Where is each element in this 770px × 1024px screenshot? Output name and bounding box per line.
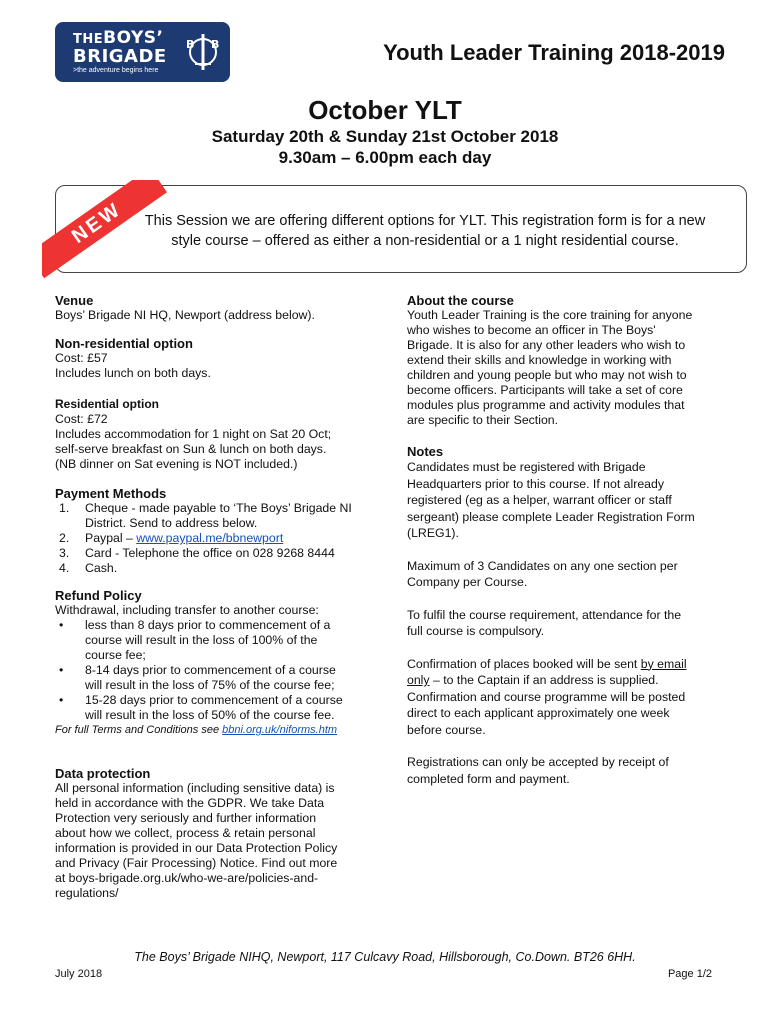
- svg-text:B: B: [211, 38, 220, 51]
- dp-heading: Data protection: [55, 766, 151, 781]
- new-badge: NEW: [42, 180, 167, 278]
- list-item: • less than 8 days prior to commencement of a course will result in the loss of 100% of the course fee;: [59, 618, 331, 662]
- notes-para-5: Registrations can only be accepted by receipt of completed form and payment.: [407, 755, 669, 786]
- logo-boys: BOYS’: [103, 28, 164, 48]
- venue-text: Boys’ Brigade NI HQ, Newport (address below).: [55, 308, 315, 322]
- nonres-text: Includes lunch on both days.: [55, 366, 211, 380]
- notes-para-1: Candidates must be registered with Brigade Headquarters prior to this course. If not already registered (eg as a helper, warrant officer or staff sergeant) please complete Leader Registration Form (LREG1).: [407, 460, 695, 540]
- bullet-icon: •: [59, 663, 64, 677]
- event-time: 9.30am – 6.00pm each day: [278, 148, 492, 167]
- payment-list: [55, 501, 375, 576]
- list-item: 1. Cheque - made payable to ‘The Boys’ Brigade NI District. Send to address below.: [59, 501, 352, 530]
- refund-intro: Withdrawal, including transfer to another course:: [55, 603, 319, 617]
- refund-heading: Refund Policy: [55, 588, 142, 603]
- refund-list: [55, 618, 375, 723]
- bullet-icon: •: [59, 618, 64, 632]
- svg-text:B: B: [186, 38, 195, 51]
- right-column: [407, 293, 727, 787]
- by-email-underline: by email: [640, 656, 687, 671]
- notes-para-3: To fulfil the course requirement, attendance for the full course is compulsory.: [407, 607, 682, 638]
- about-text: Youth Leader Training is the core training for anyone who wishes to become an officer in The Boys' Brigade. It is also for any other leaders who wish to extend their skills and knowledge in working with children and young people but who may not wish to become officers. Participants will take a set of core modules plus programme and activity modules that are specific to their Section.: [407, 308, 693, 427]
- footer-address: The Boys’ Brigade NIHQ, Newport, 117 Culcavy Road, Hillsborough, Co.Down. BT26 6HH.: [134, 950, 636, 964]
- list-item: • 8-14 days prior to commencement of a course will result in the loss of 75% of the course fee;: [59, 663, 336, 692]
- list-item: 3. Card - Telephone the office on 028 9268 8444: [59, 546, 335, 560]
- nonres-heading: Non-residential option: [55, 336, 193, 351]
- notes-para-2: Maximum of 3 Candidates on any one section per Company per Course.: [407, 558, 678, 589]
- left-column: [55, 293, 375, 901]
- payment-heading: Payment Methods: [55, 486, 167, 501]
- res-cost: Cost: £72: [55, 412, 108, 426]
- bb-crest-icon: [181, 30, 225, 74]
- bullet-icon: •: [59, 693, 64, 707]
- boys-brigade-logo: [55, 22, 230, 82]
- header-title: Youth Leader Training 2018-2019: [383, 40, 725, 65]
- event-dates: Saturday 20th & Sunday 21st October 2018: [211, 127, 559, 146]
- res-text-2: self-serve breakfast on Sun & lunch on both days.: [55, 442, 327, 456]
- list-item: • 15-28 days prior to commencement of a course will result in the loss of 50% of the course fee.: [59, 693, 343, 722]
- about-heading: About the course: [407, 293, 514, 308]
- only-underline: only: [407, 673, 430, 687]
- logo-the: THE: [73, 32, 104, 47]
- logo-brigade: BRIGADE: [73, 46, 167, 67]
- list-item: 4. Cash.: [59, 561, 118, 575]
- event-title: October YLT: [308, 95, 462, 125]
- list-item: 2. Paypal – www.paypal.me/bbnewport: [59, 531, 284, 545]
- res-heading: Residential option: [55, 397, 160, 411]
- terms-link[interactable]: bbni.org.uk/niforms.htm: [222, 724, 338, 736]
- terms-line: For full Terms and Conditions see bbni.org.uk/niforms.htm: [55, 724, 338, 736]
- res-text-1: Includes accommodation for 1 night on Sat 20 Oct;: [55, 427, 332, 441]
- paypal-link[interactable]: www.paypal.me/bbnewport: [136, 531, 284, 545]
- notice-text: This Session we are offering different options for YLT. This registration form is for a new style course – offered as either a non-residential or a 1 night residential course.: [144, 213, 706, 249]
- footer-date: July 2018: [55, 968, 103, 980]
- venue-heading: Venue: [55, 293, 94, 308]
- nonres-cost: Cost: £57: [55, 351, 108, 365]
- dp-text: All personal information (including sensitive data) is held in accordance with the GDPR. We take Data Protection very seriously and further information about how we collect, process & retain personal information is provided in our Data Protection Policy and Privacy (Fair Processing) Notice. Find out more at boys-brigade.org.uk/who-we-are/policies-and- regulations/: [55, 781, 338, 900]
- notes-para-4: Confirmation of places booked will be sent by email only – to the Captain if an address is supplied. Confirmation and course programme will be posted direct to each applicant approximately one week before course.: [407, 656, 687, 737]
- logo-tagline: >the adventure begins here: [73, 67, 159, 74]
- notes-heading: Notes: [407, 444, 444, 459]
- page-number: Page 1/2: [667, 968, 712, 980]
- res-text-3: (NB dinner on Sat evening is NOT included.): [55, 457, 298, 471]
